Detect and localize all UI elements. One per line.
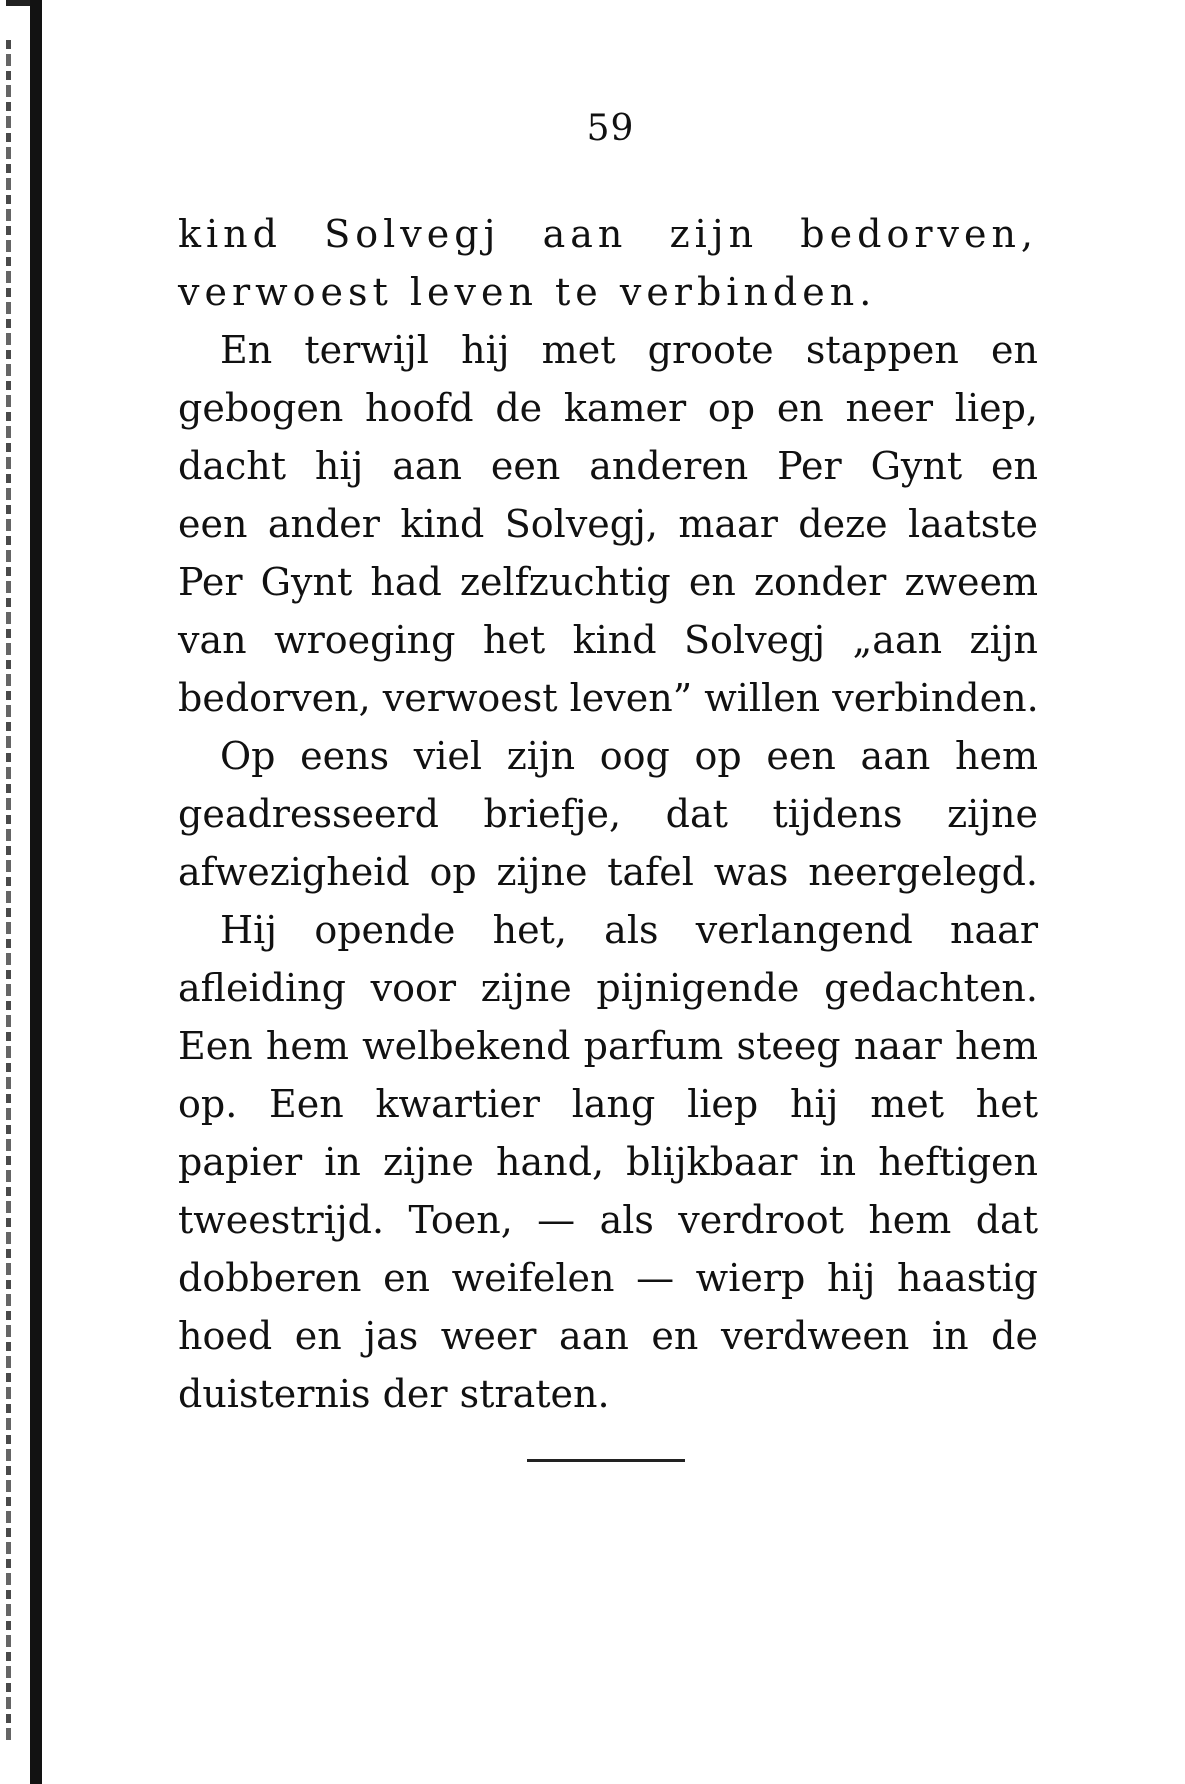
spine-shadow xyxy=(30,0,42,1784)
spine-stitching xyxy=(6,40,11,1740)
text-line: duisternis der straten. xyxy=(178,1372,610,1416)
text-line: verwoest leven te verbinden. xyxy=(178,270,877,314)
text-line: Een hem welbekend parfum steeg naar hem xyxy=(178,1024,1038,1068)
text-line: dacht hij aan een anderen Per Gynt en xyxy=(178,444,1038,488)
text-line: En terwijl hij met groote stappen en xyxy=(220,328,1038,372)
text-line: papier in zijne hand, blijkbaar in heftigen xyxy=(178,1140,1038,1184)
text-line: geadresseerd briefje, dat tijdens zijne xyxy=(178,792,1038,836)
text-line: hoed en jas weer aan en verdween in de xyxy=(178,1314,1038,1358)
text-line: bedorven, verwoest leven” willen verbinden. xyxy=(178,676,1039,720)
text-line: van wroeging het kind Solvegj „aan zijn xyxy=(178,618,1038,662)
page-number: 59 xyxy=(586,108,635,149)
body-text xyxy=(178,205,1038,1423)
book-spine-edge xyxy=(0,0,42,1784)
text-line: een ander kind Solvegj, maar deze laatste xyxy=(178,502,1038,546)
text-line: afwezigheid op zijne tafel was neergelegd. xyxy=(178,850,1038,894)
text-line: Hij opende het, als verlangend naar xyxy=(220,908,1038,952)
text-line: gebogen hoofd de kamer op en neer liep, xyxy=(178,386,1038,430)
text-line: dobberen en weifelen — wierp hij haastig xyxy=(178,1256,1038,1300)
text-line: kind Solvegj aan zijn bedorven, xyxy=(178,212,1038,256)
text-line: Per Gynt had zelfzuchtig en zonder zweem xyxy=(178,560,1038,604)
text-line: op. Een kwartier lang liep hij met het xyxy=(178,1082,1038,1126)
section-end-rule xyxy=(527,1459,685,1462)
text-line: Op eens viel zijn oog op een aan hem xyxy=(220,734,1038,778)
text-line: afleiding voor zijne pijnigende gedachten. xyxy=(178,966,1038,1010)
text-line: tweestrijd. Toen, — als verdroot hem dat xyxy=(178,1198,1038,1242)
